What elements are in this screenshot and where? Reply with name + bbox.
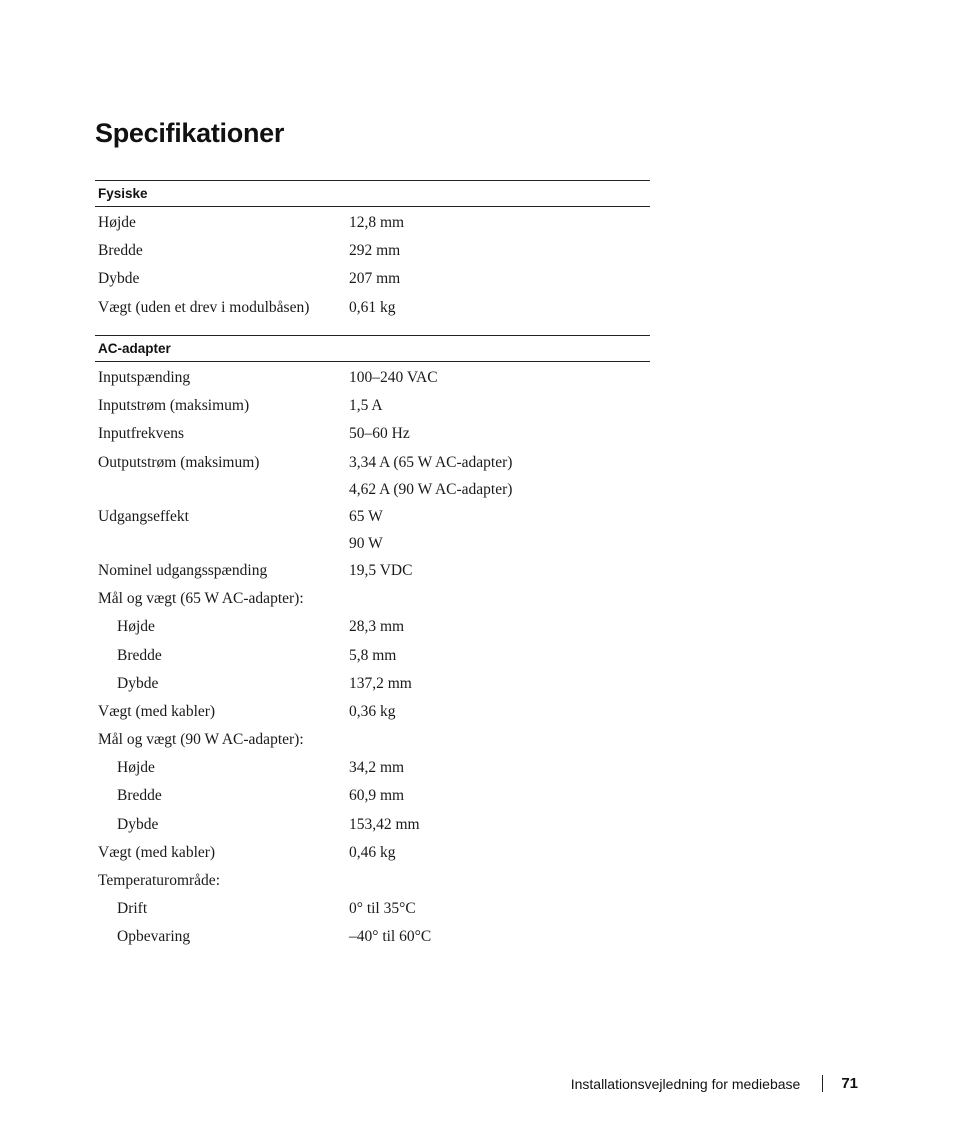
spec-value: 19,5 VDC: [349, 561, 413, 579]
table-row: [95, 585, 650, 613]
footer-title: Installationsvejledning for mediebase: [570, 1075, 801, 1092]
table-row: [95, 294, 650, 322]
spec-value: 4,62 A (90 W AC-adapter): [349, 480, 513, 498]
spec-label: Højde: [98, 214, 136, 231]
spec-value: 153,42 mm: [349, 815, 420, 833]
table-row: [95, 557, 650, 585]
spec-label: Temperaturområde:: [98, 872, 220, 889]
table-row: [95, 923, 650, 951]
spec-label: [95, 477, 349, 503]
spec-label: Udgangseffekt: [98, 507, 189, 525]
spec-value: 3,34 A (65 W AC-adapter): [349, 453, 513, 471]
spec-label: Vægt (uden et drev i modulbåsen): [98, 298, 310, 316]
table-row: [95, 237, 650, 265]
spec-label: Inputspænding: [98, 369, 191, 386]
table-row: [95, 449, 650, 477]
spec-value: 5,8 mm: [349, 646, 397, 664]
spec-label: Mål og vægt (65 W AC-adapter):: [98, 590, 304, 608]
table-row: [95, 867, 650, 895]
table-row: [95, 839, 650, 867]
spec-label: Opbevaring: [117, 928, 191, 946]
spec-value: 1,5 A: [349, 397, 383, 415]
spec-value: 60,9 mm: [349, 787, 405, 805]
spec-label: Bredde: [98, 242, 143, 260]
spec-value: 50–60 Hz: [349, 425, 410, 443]
table-row: [95, 503, 650, 531]
spec-label: Mål og vægt (90 W AC-adapter):: [98, 731, 304, 749]
spec-value: 292 mm: [349, 242, 401, 260]
spec-value: 0,36 kg: [349, 702, 396, 720]
spec-label: Højde: [117, 618, 155, 636]
table-row: [95, 811, 650, 839]
spec-label: Dybde: [98, 270, 140, 288]
table-row: [95, 698, 650, 726]
page-number: 71: [841, 1075, 858, 1092]
spec-label: Vægt (med kabler): [98, 843, 216, 861]
spec-value: 65 W: [349, 507, 383, 525]
spec-label: Nominel udgangsspænding: [98, 561, 268, 579]
section-heading: Fysiske: [95, 180, 650, 207]
spec-label: Højde: [117, 759, 155, 777]
spec-label: [95, 531, 349, 557]
spec-label: Vægt (med kabler): [98, 702, 216, 720]
section-heading: AC-adapter: [95, 335, 650, 362]
table-row: [95, 477, 650, 503]
spec-value: 12,8 mm: [349, 214, 405, 231]
page-title: Specifikationer: [95, 118, 285, 148]
spec-label: Dybde: [117, 674, 159, 692]
table-row: [95, 209, 650, 237]
table-row: [95, 531, 650, 557]
spec-label: Outputstrøm (maksimum): [98, 453, 260, 471]
spec-value: 100–240 VAC: [349, 369, 438, 386]
table-row: [95, 392, 650, 420]
table-row: [95, 642, 650, 670]
spec-value: –40° til 60°C: [349, 928, 432, 946]
spec-label: Bredde: [117, 787, 162, 805]
table-row: [95, 782, 650, 810]
spec-value: 0° til 35°C: [349, 900, 416, 918]
spec-value: 207 mm: [349, 270, 401, 288]
spec-value: 0,61 kg: [349, 298, 396, 316]
spec-label: Bredde: [117, 646, 162, 664]
spec-value: 28,3 mm: [349, 618, 405, 636]
table-row: [95, 265, 650, 293]
table-row: [95, 420, 650, 448]
table-row: [95, 754, 650, 782]
table-row: [95, 670, 650, 698]
spec-label: Dybde: [117, 815, 159, 833]
spec-label: Inputfrekvens: [98, 425, 185, 443]
spec-value: 90 W: [349, 534, 383, 552]
page-footer: [571, 1075, 858, 1092]
spec-value: 34,2 mm: [349, 759, 405, 777]
ac-adapter-specs-table: [95, 335, 650, 952]
table-row: [95, 613, 650, 641]
physical-specs-table: [95, 180, 650, 322]
spec-label: Inputstrøm (maksimum): [98, 397, 250, 415]
table-row: [95, 895, 650, 923]
footer-divider: [822, 1075, 823, 1092]
spec-value: 0,46 kg: [349, 843, 396, 861]
table-row: [95, 726, 650, 754]
spec-label: Drift: [117, 900, 148, 918]
table-row: [95, 364, 650, 392]
spec-value: 137,2 mm: [349, 674, 412, 692]
